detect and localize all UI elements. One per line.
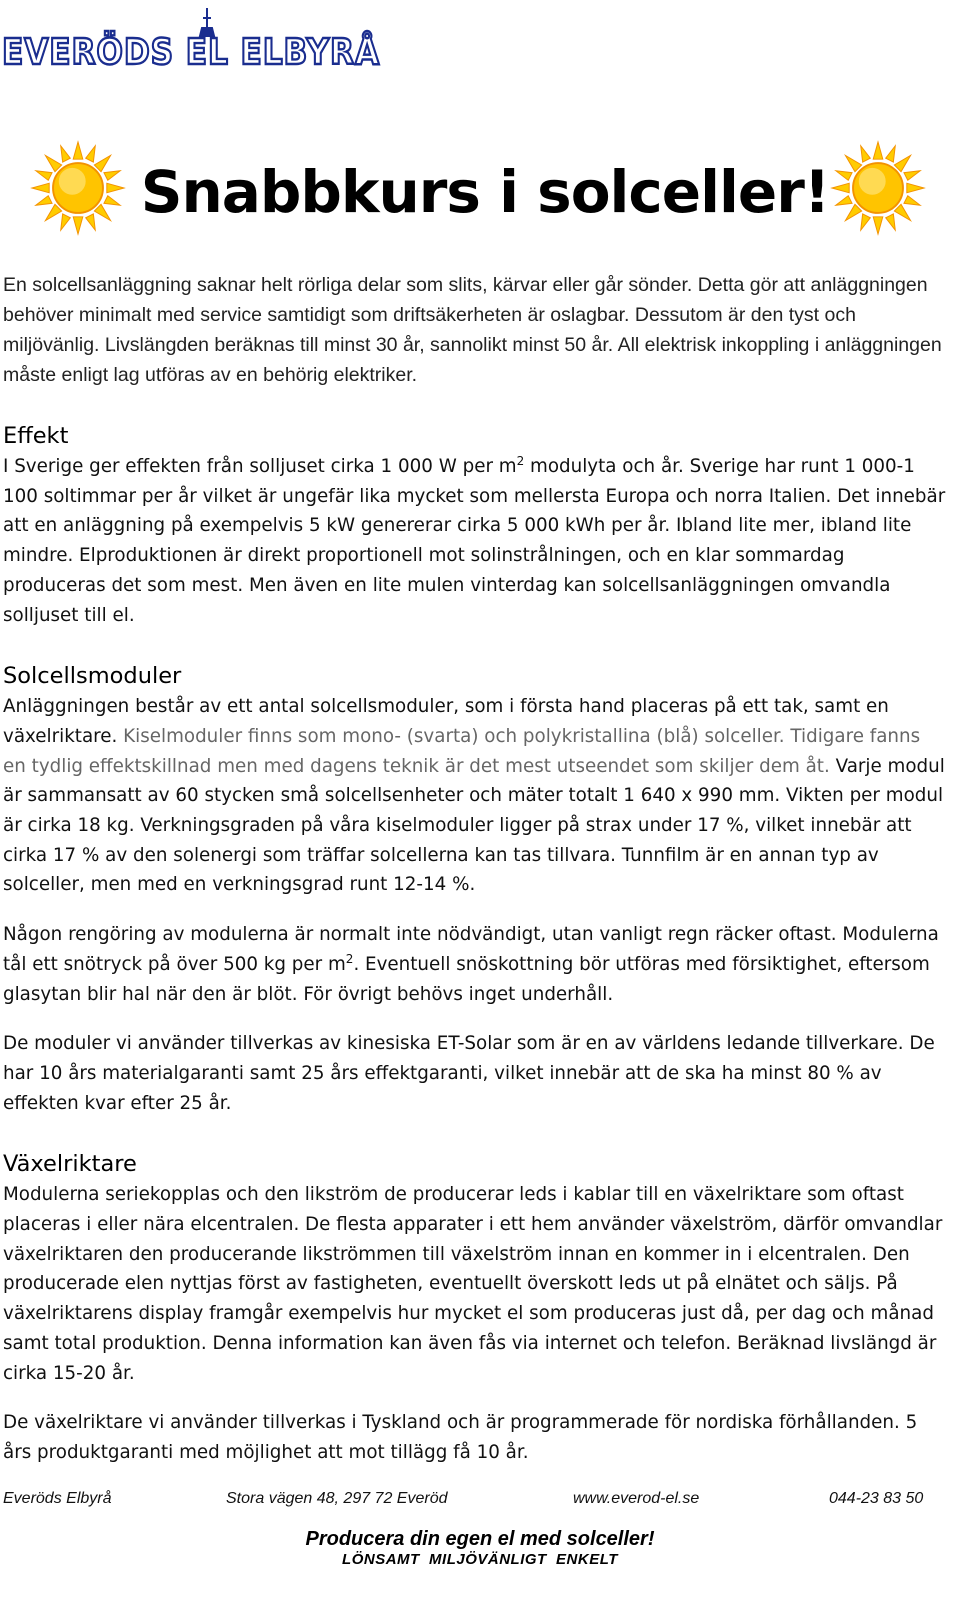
section-heading-vaxelriktare: Växelriktare xyxy=(3,1151,137,1178)
moduler-text-start: Anläggningen består av ett antal solcellsmoduler, som i första hand placeras på ett tak, samt en växelriktare. xyxy=(3,696,889,747)
effekt-text-start: I Sverige ger effekten från solljuset cirka 1 000 W per m xyxy=(3,456,517,477)
slogan: Producera din egen el med solceller! xyxy=(305,1528,655,1550)
company-logo xyxy=(2,6,438,73)
superscript: 2 xyxy=(345,951,354,966)
intro-paragraph: En solcellsanläggning saknar helt rörliga delar som slits, kärvar eller går sönder. Detta gör att anläggningen behöver minimalt med service samtidigt som driftsäkerheten är oslagbar. Dessutom är den tyst och miljövänlig. Livslängden beräknas till minst 30 år, sannolikt minst 50 år. All elektrisk inkoppling i anläggningen måste enligt lag utföras av en behörig elektriker. xyxy=(3,274,942,386)
moduler-paragraph-1 xyxy=(3,692,948,900)
moduler-paragraph-2 xyxy=(3,920,948,1009)
footer-phone: 044-23 83 50 xyxy=(829,1490,924,1507)
moduler-paragraph-3: De moduler vi använder tillverkas av kinesiska ET-Solar som är en av världens ledande tillverkare. De har 10 års materialgaranti samt 25 års effektgaranti, vilket innebär att de ska ha minst 80 % av effekten kvar efter 25 år. xyxy=(3,1033,935,1114)
moduler-text-gray: Kiselmoduler finns som mono- (svarta) och polykristallina (blå) solceller. Tidigare fanns en tydlig effektskillnad men med dagens teknik är det mest utseendet som skiljer dem åt. xyxy=(3,725,921,777)
footer-website[interactable]: www.everod-el.se xyxy=(573,1490,700,1507)
effekt-paragraph xyxy=(3,452,948,630)
section-heading-moduler: Solcellsmoduler xyxy=(3,663,182,690)
superscript: 2 xyxy=(516,453,525,468)
footer-address: Stora vägen 48, 297 72 Everöd xyxy=(226,1490,448,1507)
vaxel-paragraph-2: De växelriktare vi använder tillverkas i Tyskland och är programmerade för nordiska förhållanden. 5 års produktgaranti med möjlighet att mot tillägg få 10 år. xyxy=(3,1412,918,1463)
moduler-text-end: Varje modul är sammansatt av 60 stycken små solcellsenheter och mäter totalt 1 640 x 990 mm. Vikten per modul är cirka 18 kg. Verkningsgraden på våra kiselmoduler ligger på strax under 17 %, vilket innebär att cirka 17 % av den solenergi som träffar solcellerna kan tas tillvara. Tunnfilm är en annan typ av solceller, men med en verkningsgrad runt 12-14 %. xyxy=(3,755,945,896)
vaxel-paragraph-1: Modulerna seriekopplas och den likström de producerar leds i kablar till en växelriktare som oftast placeras i eller nära elcentralen. De flesta apparater i ett hem använder växelström, därför omvandlar växelriktaren den producerande likströmmen till växelström innan en kommer in i elcentralen. Den producerade elen nyttjas först av fastigheten, eventuellt överskott leds ut på elnätet och säljs. På växelriktarens display framgår exempelvis hur mycket el som produceras just då, per dag och månad samt total produktion. Denna information kan även fås via internet och telefon. Beräknad livslängd är cirka 15-20 år. xyxy=(3,1184,943,1384)
logo-text: EVERÖDS EL ELBYRÅ xyxy=(2,32,438,73)
page-title: Snabbkurs i solceller! xyxy=(140,158,830,226)
effekt-text-end: modulyta och år. Sverige har runt 1 000-1 100 soltimmar per år vilket är ungefär lika mycket som mellersta Europa och norra Italien. Det innebär att en anläggning på exempelvis 5 kW genererar cirka 5 000 kWh per år. Ibland lite mer, ibland lite mindre. Elproduktionen är direkt proportionell mot solinstrålningen, och en klar sommardag produceras det som mest. Men även en lite mulen vinterdag kan solcellsanläggningen omvandla solljuset till el. xyxy=(3,456,946,626)
footer-company: Everöds Elbyrå xyxy=(3,1490,112,1507)
moduler-p2-end: . Eventuell snöskottning bör utföras med försiktighet, eftersom glasytan blir hal när den är blöt. För övrigt behövs inget underhåll. xyxy=(3,953,930,1005)
main-content xyxy=(3,420,948,1468)
moduler-p2-start: Någon rengöring av modulerna är normalt inte nödvändigt, utan vanligt regn räcker oftast. Modulerna tål ett snötryck på över 500 kg per m xyxy=(3,924,939,975)
tagline: LÖNSAMT MILJÖVÄNLIGT ENKELT xyxy=(342,1551,618,1568)
section-heading-effekt: Effekt xyxy=(3,423,69,449)
